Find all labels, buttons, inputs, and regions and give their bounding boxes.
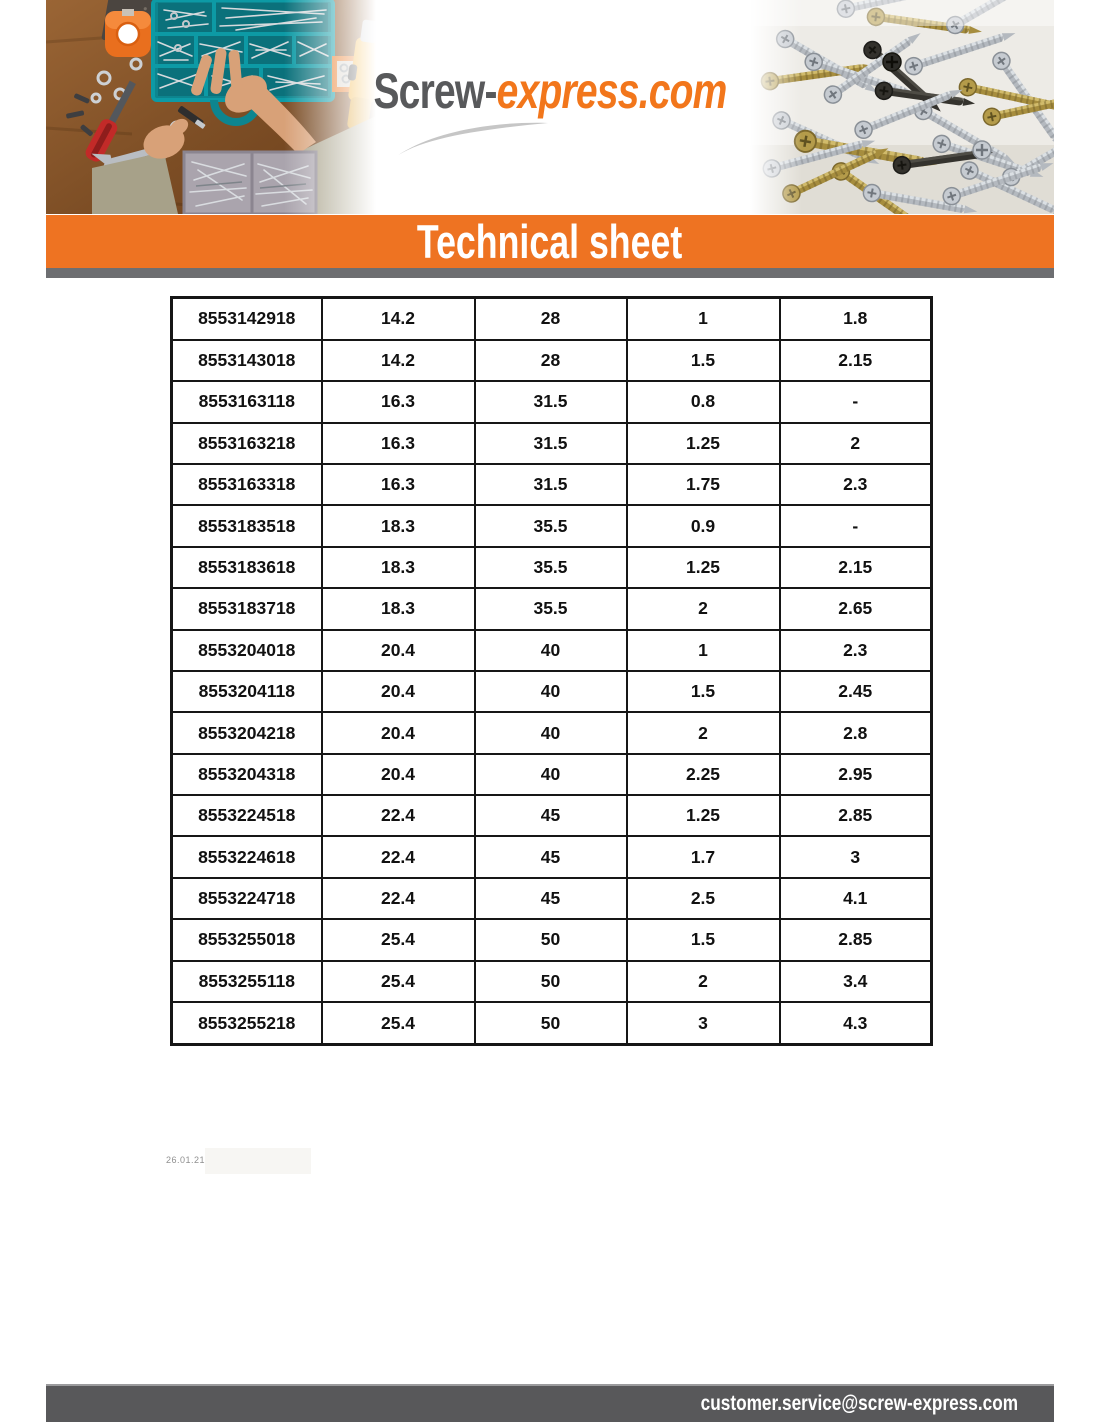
table-cell: 1.25 [627, 795, 780, 836]
table-row [172, 919, 932, 960]
redacted-box [205, 1148, 311, 1174]
table-cell: 16.3 [322, 464, 475, 505]
table-cell: 2.8 [780, 712, 932, 753]
table-cell: 2.85 [780, 919, 932, 960]
table-cell: 8553255218 [172, 1002, 322, 1044]
table-cell: 18.3 [322, 505, 475, 546]
table-cell: 2.3 [780, 630, 932, 671]
table-cell: 2 [627, 712, 780, 753]
table-cell: 20.4 [322, 712, 475, 753]
table-cell: 16.3 [322, 381, 475, 422]
table-cell: 3.4 [780, 961, 932, 1002]
table-cell: 4.3 [780, 1002, 932, 1044]
table-cell: - [780, 505, 932, 546]
table-cell: 22.4 [322, 878, 475, 919]
table-row [172, 795, 932, 836]
table-cell: 16.3 [322, 423, 475, 464]
table-cell: 8553255118 [172, 961, 322, 1002]
table-cell: 1.5 [627, 671, 780, 712]
contact-email[interactable]: customer.service@screw-express.com [700, 1392, 1018, 1415]
table-cell: 22.4 [322, 795, 475, 836]
table-cell: 8553204218 [172, 712, 322, 753]
table-cell: 3 [627, 1002, 780, 1044]
table-cell: 18.3 [322, 588, 475, 629]
table-cell: 20.4 [322, 754, 475, 795]
table-cell: 8553163318 [172, 464, 322, 505]
brand-logo-orange: express.com [496, 63, 727, 119]
table-cell: 22.4 [322, 836, 475, 877]
table-cell: 28 [475, 298, 627, 340]
table-cell: 18.3 [322, 547, 475, 588]
table-row [172, 588, 932, 629]
table-cell: 1.25 [627, 423, 780, 464]
table-cell: 50 [475, 919, 627, 960]
table-cell: 50 [475, 1002, 627, 1044]
table-cell: 8553224718 [172, 878, 322, 919]
table-cell: 28 [475, 340, 627, 381]
table-row [172, 505, 932, 546]
table-cell: 50 [475, 961, 627, 1002]
table-cell: 8553163218 [172, 423, 322, 464]
table-cell: 31.5 [475, 381, 627, 422]
table-cell: 8553183718 [172, 588, 322, 629]
table-row [172, 878, 932, 919]
table-cell: 25.4 [322, 961, 475, 1002]
table-cell: 4.1 [780, 878, 932, 919]
table-cell: 3 [780, 836, 932, 877]
table-cell: 2 [627, 588, 780, 629]
table-cell: 20.4 [322, 671, 475, 712]
table-cell: 1.25 [627, 547, 780, 588]
table-cell: 40 [475, 712, 627, 753]
table-cell: 8553255018 [172, 919, 322, 960]
table-cell: 2.25 [627, 754, 780, 795]
table-cell: 8553183618 [172, 547, 322, 588]
footer-bar [46, 1384, 1054, 1422]
brand-logo-gray: Screw- [373, 63, 497, 119]
banner-shadow-strip [46, 268, 1054, 278]
table-cell: 14.2 [322, 298, 475, 340]
logo-swoosh-icon [390, 120, 550, 165]
table-row [172, 423, 932, 464]
table-cell: 2.15 [780, 547, 932, 588]
table-cell: 1.5 [627, 340, 780, 381]
table-cell: 14.2 [322, 340, 475, 381]
table-cell: 25.4 [322, 1002, 475, 1044]
title-banner [46, 215, 1054, 268]
table-cell: 8553143018 [172, 340, 322, 381]
table-cell: 1 [627, 630, 780, 671]
table-cell: 0.8 [627, 381, 780, 422]
table-cell: 2 [627, 961, 780, 1002]
brand-logo [373, 63, 727, 119]
table-body [172, 298, 932, 1045]
table-row [172, 671, 932, 712]
table-cell: 25.4 [322, 919, 475, 960]
table-cell: 2.3 [780, 464, 932, 505]
table-cell: 8553183518 [172, 505, 322, 546]
table-cell: 8553204118 [172, 671, 322, 712]
table-cell: 31.5 [475, 423, 627, 464]
table-cell: 1.75 [627, 464, 780, 505]
table-row [172, 961, 932, 1002]
table-cell: 45 [475, 878, 627, 919]
table-cell: 1.8 [780, 298, 932, 340]
table-cell: 45 [475, 836, 627, 877]
table-cell: 45 [475, 795, 627, 836]
table-cell: 8553142918 [172, 298, 322, 340]
table-cell: 0.9 [627, 505, 780, 546]
table-row [172, 754, 932, 795]
table-cell: 2 [780, 423, 932, 464]
table-cell: 8553224618 [172, 836, 322, 877]
spec-table [170, 296, 933, 1046]
table-row [172, 712, 932, 753]
table-row [172, 464, 932, 505]
table-row [172, 1002, 932, 1044]
tape-measure [105, 9, 151, 57]
page-title: Technical sheet [417, 215, 683, 268]
revision-date: 26.01.21 [166, 1155, 206, 1165]
table-cell: 35.5 [475, 588, 627, 629]
table-cell: 35.5 [475, 505, 627, 546]
header [46, 0, 1054, 214]
table-cell: 40 [475, 671, 627, 712]
workbench-photo [46, 0, 376, 214]
table-cell: 2.65 [780, 588, 932, 629]
table-row [172, 630, 932, 671]
table-cell: 31.5 [475, 464, 627, 505]
table-cell: 2.5 [627, 878, 780, 919]
table-row [172, 340, 932, 381]
table-cell: 2.15 [780, 340, 932, 381]
table-cell: 20.4 [322, 630, 475, 671]
table-cell: 40 [475, 630, 627, 671]
table-cell: 35.5 [475, 547, 627, 588]
table-cell: 40 [475, 754, 627, 795]
table-cell: 2.45 [780, 671, 932, 712]
table-cell: 8553224518 [172, 795, 322, 836]
table-row [172, 547, 932, 588]
table-cell: 8553204318 [172, 754, 322, 795]
table-row [172, 836, 932, 877]
table-cell: - [780, 381, 932, 422]
table-cell: 1.7 [627, 836, 780, 877]
table-cell: 8553163118 [172, 381, 322, 422]
table-row [172, 381, 932, 422]
table-row [172, 298, 932, 340]
table-cell: 1 [627, 298, 780, 340]
table-cell: 2.95 [780, 754, 932, 795]
table-cell: 1.5 [627, 919, 780, 960]
table-cell: 2.85 [780, 795, 932, 836]
table-cell: 8553204018 [172, 630, 322, 671]
screw-pile-photo [750, 0, 1054, 214]
